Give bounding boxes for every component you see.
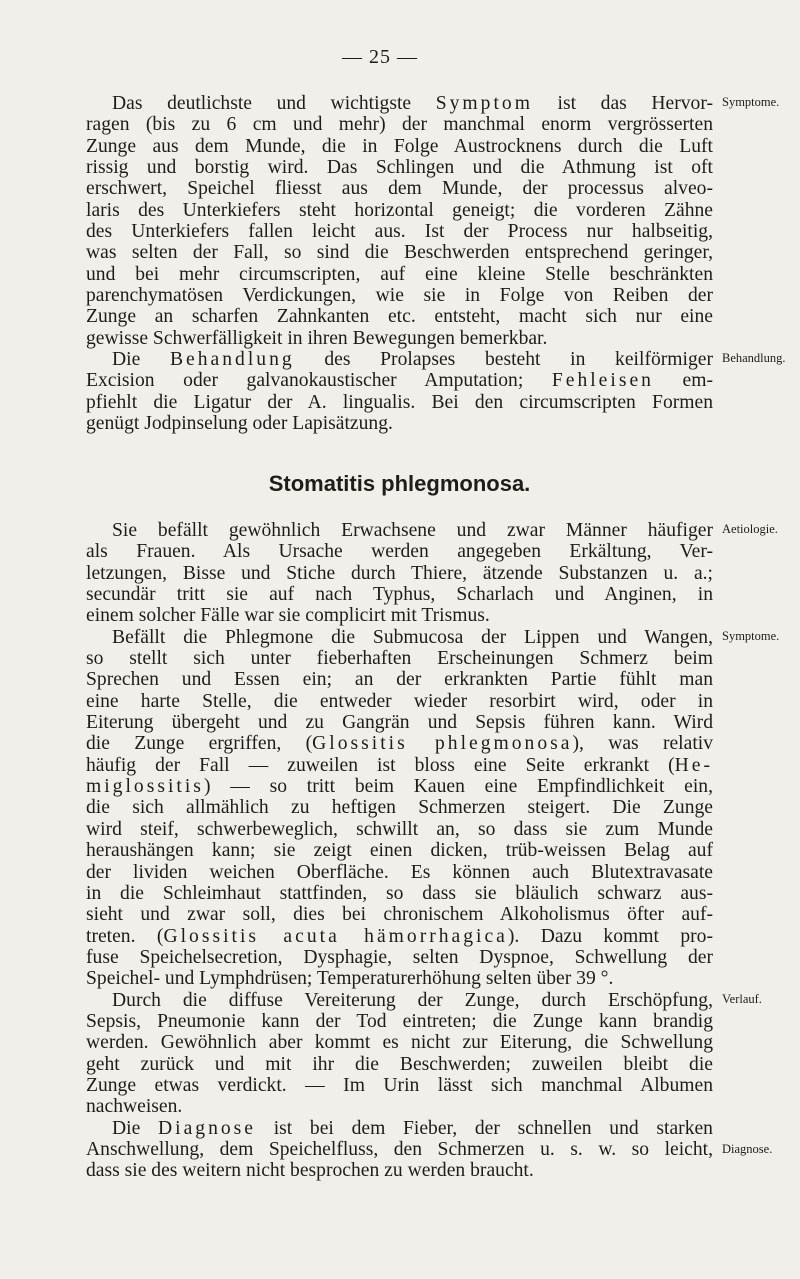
text-run: ), was relativ xyxy=(572,733,713,755)
text-run: ragen (bis zu 6 cm und mehr) der manchmal enorm vergrösserten xyxy=(86,114,713,136)
text-line xyxy=(86,306,713,327)
text-line xyxy=(86,520,713,541)
text-line xyxy=(86,264,713,285)
text-run: em- xyxy=(653,370,713,392)
text-run: der lividen weichen Oberfläche. Es können auch Blutextravasate xyxy=(86,861,713,883)
page-number: — 25 — xyxy=(342,46,418,68)
text-line xyxy=(86,904,713,925)
text-line xyxy=(86,990,713,1011)
text-run: so stellt sich unter fieberhaften Erscheinungen Schmerz beim xyxy=(86,648,713,670)
text-run: in die Schleimhaut stattfinden, so dass sie bläulich schwarz aus- xyxy=(86,882,713,904)
text-line xyxy=(86,819,713,840)
text-run: pfiehlt die Ligatur der A. lingualis. Bei den circumscripten Formen xyxy=(86,391,713,413)
text-line xyxy=(86,1160,713,1181)
text-run: werden. Gewöhnlich aber kommt es nicht zur Eiterung, die Schwellung xyxy=(86,1032,713,1054)
text-run: die sich allmählich zu heftigen Schmerzen steigert. Die Zunge xyxy=(86,797,713,819)
section-heading: Stomatitis phlegmonosa. xyxy=(268,471,531,496)
text-run: sieht und zwar soll, dies bei chronischem Alkoholismus öfter auf- xyxy=(86,904,713,926)
text-line xyxy=(86,1075,713,1096)
text-run: dass sie des weitern nicht besprochen zu werden braucht. xyxy=(86,1160,534,1182)
text-run: nachweisen. xyxy=(86,1096,183,1118)
text-run: Die xyxy=(112,349,170,371)
text-run: ist bei dem Fieber, der schnellen und starken xyxy=(256,1117,713,1139)
text-run: wird steif, schwerbeweglich, schwillt an, so dass sie zum Munde xyxy=(86,818,713,840)
spaced-term: Glossitis acuta hämorrhagica xyxy=(163,925,508,947)
section-prolapse-text xyxy=(86,93,713,435)
text-line xyxy=(86,221,713,242)
text-line xyxy=(86,200,713,221)
text-run: Zunge aus dem Munde, die in Folge Austrocknens durch die Luft xyxy=(86,135,713,157)
text-run: Speichel- und Lymphdrüsen; Temperaturerhöhung selten über 39 °. xyxy=(86,968,614,990)
text-line xyxy=(86,1032,713,1053)
text-line xyxy=(86,648,713,669)
text-line xyxy=(86,755,713,776)
text-line xyxy=(86,733,713,754)
text-run: letzungen, Bisse und Stiche durch Thiere, ätzende Substanzen u. a.; xyxy=(86,562,713,584)
text-line xyxy=(86,584,713,605)
margin-note-diagnose: Diagnose. xyxy=(722,1142,773,1156)
text-run: als Frauen. Als Ursache werden angegeben Erkältung, Ver- xyxy=(86,541,713,563)
text-run: ) — so tritt beim Kauen eine Empfindlichkeit ein, xyxy=(203,776,713,798)
text-run: Das deutlichste und wichtigste xyxy=(112,93,436,114)
text-run: Excision oder galvanokaustischer Amputation; xyxy=(86,370,552,392)
text-line xyxy=(86,93,713,114)
text-run: Durch die diffuse Vereiterung der Zunge, durch Erschöpfung, xyxy=(112,989,713,1011)
text-run: parenchymatösen Verdickungen, wie sie in Folge von Reiben der xyxy=(86,285,713,307)
text-line xyxy=(86,114,713,135)
spaced-term: He- xyxy=(674,754,713,776)
text-run: genügt Jodpinselung oder Lapisätzung. xyxy=(86,413,393,435)
text-line xyxy=(86,797,713,818)
text-run: die Zunge ergriffen, ( xyxy=(86,733,313,755)
section-stomatitis-text xyxy=(86,520,713,1182)
text-line xyxy=(86,691,713,712)
text-line xyxy=(86,776,713,797)
text-run: Sie befällt gewöhnlich Erwachsene und zwar Männer häufiger xyxy=(112,520,713,541)
text-line xyxy=(86,1054,713,1075)
text-line xyxy=(86,712,713,733)
margin-note-aetiologie: Aetiologie. xyxy=(722,522,778,536)
text-line xyxy=(86,392,713,413)
text-run: häufig der Fall — zuweilen ist bloss eine Seite erkrankt ( xyxy=(86,754,675,776)
text-line xyxy=(86,413,713,434)
text-run: Die xyxy=(112,1117,158,1139)
spaced-term: Diagnose xyxy=(158,1117,257,1139)
text-line xyxy=(86,627,713,648)
text-line xyxy=(86,541,713,562)
margin-note-verlauf: Verlauf. xyxy=(722,992,762,1006)
spaced-term: miglossitis xyxy=(86,776,204,798)
text-run: und bei mehr circumscripten, auf eine kleine Stelle beschränkten xyxy=(86,263,713,285)
text-run: Sepsis, Pneumonie kann der Tod eintreten; die Zunge kann brandig xyxy=(86,1010,713,1032)
text-line xyxy=(86,157,713,178)
text-run: Eiterung übergeht und zu Gangrän und Sepsis führen kann. Wird xyxy=(86,712,713,734)
text-run: des Unterkiefers fallen leicht aus. Ist der Process nur halbseitig, xyxy=(86,221,713,243)
text-run: geht zurück und mit ihr die Beschwerden; zuweilen bleibt die xyxy=(86,1053,713,1075)
text-line xyxy=(86,1139,713,1160)
text-run: secundär tritt sie auf nach Typhus, Scharlach und Anginen, in xyxy=(86,584,713,606)
text-line xyxy=(86,1096,713,1117)
text-run: ). Dazu kommt pro- xyxy=(507,925,713,947)
text-line xyxy=(86,178,713,199)
text-run: heraushängen kann; sie zeigt einen dicken, trüb-weissen Belag auf xyxy=(86,840,713,862)
text-line xyxy=(86,947,713,968)
text-line xyxy=(86,285,713,306)
text-run: ist das Hervor- xyxy=(532,93,714,114)
text-line xyxy=(86,136,713,157)
text-line xyxy=(86,883,713,904)
text-run: Sprechen und Essen ein; an der erkrankten Partie fühlt man xyxy=(86,669,713,691)
text-run: Anschwellung, dem Speichelfluss, den Schmerzen u. s. w. so leicht, xyxy=(86,1138,713,1160)
text-run: laris des Unterkiefers steht horizontal geneigt; die vorderen Zähne xyxy=(86,199,713,221)
text-line xyxy=(86,563,713,584)
text-line xyxy=(86,862,713,883)
margin-note-symptome-2: Symptome. xyxy=(722,629,780,643)
margin-note-behandlung: Behandlung. xyxy=(722,351,786,365)
text-line xyxy=(86,926,713,947)
spaced-term: Symptom xyxy=(435,93,533,114)
text-line xyxy=(86,1011,713,1032)
text-run: Zunge etwas verdickt. — Im Urin lässt sich manchmal Albumen xyxy=(86,1074,713,1096)
text-run: Befällt die Phlegmone die Submucosa der Lippen und Wangen, xyxy=(112,626,713,648)
text-line xyxy=(86,968,713,989)
text-run: rissig und borstig wird. Das Schlingen und die Athmung ist oft xyxy=(86,157,713,179)
spaced-term: Fehleisen xyxy=(551,370,654,392)
spaced-term: Behandlung xyxy=(169,349,295,371)
text-line xyxy=(86,349,713,370)
text-run: gewisse Schwerfälligkeit in ihren Bewegungen bemerkbar. xyxy=(86,327,548,349)
text-run: eine harte Stelle, die entweder wieder resorbirt wird, oder in xyxy=(86,690,713,712)
text-run: was selten der Fall, so sind die Beschwerden entsprechend geringer, xyxy=(86,242,713,264)
text-line xyxy=(86,605,713,626)
text-line xyxy=(86,669,713,690)
text-run: fuse Speichelsecretion, Dysphagie, selten Dyspnoe, Schwellung der xyxy=(86,946,713,968)
margin-note-symptome: Symptome. xyxy=(722,95,780,109)
text-line xyxy=(86,328,713,349)
text-run: des Prolapses besteht in keilförmiger xyxy=(294,349,713,371)
text-line xyxy=(86,840,713,861)
text-line xyxy=(86,242,713,263)
text-run: Zunge an scharfen Zahnkanten etc. entsteht, macht sich nur eine xyxy=(86,306,713,328)
text-line xyxy=(86,370,713,391)
text-line xyxy=(86,1118,713,1139)
spaced-term: Glossitis phlegmonosa xyxy=(312,733,573,755)
text-run: einem solcher Fälle war sie complicirt mit Trismus. xyxy=(86,605,490,627)
text-run: treten. ( xyxy=(86,925,164,947)
text-run: erschwert, Speichel fliesst aus dem Munde, der processus alveo- xyxy=(86,178,713,200)
